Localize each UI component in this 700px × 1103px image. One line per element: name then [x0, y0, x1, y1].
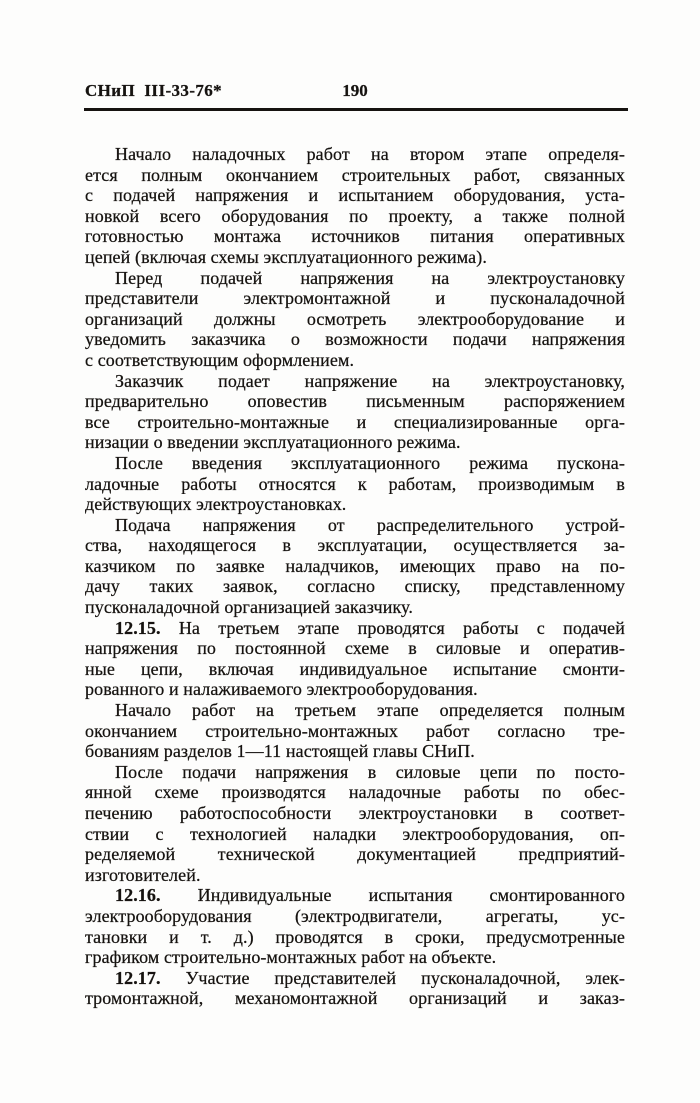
- text-line: рованного и налаживаемого электрооборудования.: [85, 679, 478, 700]
- paragraph: [85, 515, 625, 618]
- text-line: изготовителей.: [85, 864, 201, 885]
- text-line: низации о введении эксплуатационного режима.: [85, 432, 461, 453]
- paragraph: [85, 700, 625, 762]
- text-line: предварительно оповестив письменным распоряжением: [85, 391, 625, 412]
- text-line: тановки и т. д.) проводятся в сроки, предусмотренные: [85, 926, 625, 947]
- text-line: представители электромонтажной и пусконаладочной: [85, 288, 625, 309]
- text-line: с соответствующим оформлением.: [85, 349, 355, 370]
- paragraph: [85, 762, 625, 886]
- text-line: организаций должны осмотреть электрооборудование и: [85, 308, 625, 329]
- paragraph: [85, 968, 625, 1009]
- text-line: графиком строительно-монтажных работ на объекте.: [85, 947, 497, 968]
- clause-number: 12.17.: [115, 967, 161, 988]
- text-line: пусконаладочной организацией заказчику.: [85, 597, 413, 618]
- clause-number: 12.16.: [115, 885, 161, 906]
- text-line: Начало работ на третьем этапе определяется полным: [115, 700, 625, 721]
- text-line: электрооборудования (электродвигатели, агрегаты, ус-: [85, 905, 625, 926]
- document-body: [85, 144, 625, 1009]
- text-line: 12.16. Индивидуальные испытания смонтированного: [115, 885, 625, 906]
- text-line: готовностью монтажа источников питания оперативных: [85, 226, 625, 247]
- clause-number: 12.15.: [115, 617, 161, 638]
- text-line: ется полным окончанием строительных работ, связанных: [85, 164, 625, 185]
- text-line: ределяемой технической документацией предприятий-: [85, 844, 625, 865]
- document-code: СНиП III-33-76*: [85, 81, 223, 100]
- text-line: дачу таких заявок, согласно списку, представленному: [85, 576, 625, 597]
- text-line: 12.15. На третьем этапе проводятся работы с подачей: [115, 617, 625, 638]
- text-line: После введения эксплуатационного режима пускона-: [115, 452, 625, 473]
- text-line: Подача напряжения от распределительного устрой-: [115, 514, 625, 535]
- text-line: печению работоспособности электроустановки в соответ-: [85, 803, 625, 823]
- text-line: все строительно-монтажные и специализированные орга-: [85, 411, 625, 432]
- text-line: Начало наладочных работ на втором этапе определя-: [115, 144, 625, 164]
- paragraph: [85, 371, 625, 453]
- text-line: ства, находящегося в эксплуатации, осуществляется за-: [85, 535, 625, 556]
- text-line: уведомить заказчика о возможности подачи напряжения: [85, 329, 625, 350]
- paragraph: [85, 453, 625, 515]
- text-line: новкой всего оборудования по проекту, а также полной: [85, 205, 625, 226]
- text-line: После подачи напряжения в силовые цепи по посто-: [115, 761, 625, 782]
- text-line: ные цепи, включая индивидуальное испытание смонти-: [85, 658, 625, 679]
- text-line: тромонтажной, механомонтажной организаций и заказ-: [85, 988, 625, 1009]
- text-line: бованиям разделов 1—11 настоящей главы СНиП.: [85, 741, 475, 762]
- text-line: Заказчик подает напряжение на электроустановку,: [115, 370, 625, 391]
- page-number: 190: [342, 81, 368, 100]
- text-line: окончанием строительно-монтажных работ согласно тре-: [85, 720, 625, 741]
- paragraph: [85, 618, 625, 700]
- text-line: ладочные работы относятся к работам, производимым в: [85, 473, 625, 494]
- header-rule: [84, 108, 628, 111]
- text-line: казчиком по заявке наладчиков, имеющих право на по-: [85, 555, 625, 576]
- text-line: 12.17. Участие представителей пусконаладочной, элек-: [115, 967, 625, 988]
- text-line: цепей (включая схемы эксплуатационного режима).: [85, 246, 487, 267]
- paragraph: [85, 268, 625, 371]
- text-line: Перед подачей напряжения на электроустановку: [115, 267, 625, 288]
- text-line: напряжения по постоянной схеме в силовые и оператив-: [85, 638, 625, 659]
- text-line: действующих электроустановках.: [85, 494, 347, 515]
- paragraph: [85, 885, 625, 967]
- text-line: с подачей напряжения и испытанием оборудования, уста-: [85, 185, 625, 206]
- text-line: ствии с технологией наладки электрооборудования, оп-: [85, 823, 625, 844]
- text-line: янной схеме производятся наладочные работы по обес-: [85, 782, 625, 803]
- paragraph: [85, 144, 625, 268]
